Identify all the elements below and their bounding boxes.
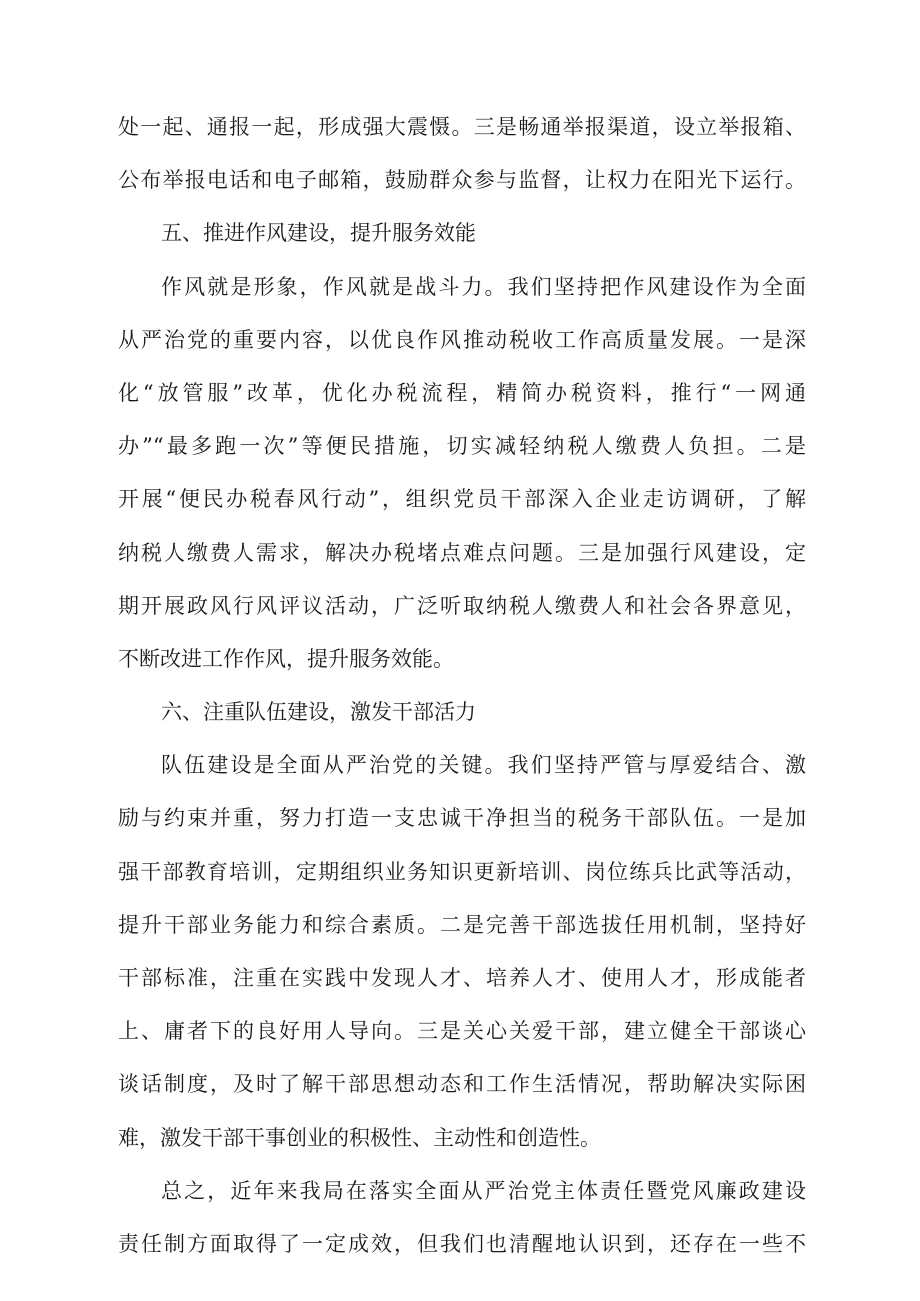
text-line: 开展“便民办税春风行动”，组织党员干部深入企业走访调研，了解 bbox=[118, 487, 806, 512]
text-line: 公布举报电话和电子邮箱，鼓励群众参与监督，让权力在阳光下运行。 bbox=[118, 168, 806, 193]
text-line: 纳税人缴费人需求，解决办税堵点难点问题。三是加强行风建设，定 bbox=[118, 540, 806, 565]
text-line: 化“放管服”改革，优化办税流程，精简办税资料，推行“一网通 bbox=[118, 380, 806, 405]
paragraph-work-style bbox=[118, 261, 806, 687]
text-line: 总之，近年来我局在落实全面从严治党主体责任暨党风廉政建设 bbox=[161, 1178, 806, 1203]
text-line: 不断改进工作作风，提升服务效能。 bbox=[118, 646, 454, 671]
text-line: 上、庸者下的良好用人导向。三是关心关爱干部，建立健全干部谈心 bbox=[118, 1019, 806, 1044]
text-line: 强干部教育培训，定期组织业务知识更新培训、岗位练兵比武等活动， bbox=[118, 859, 806, 884]
document-page bbox=[118, 101, 806, 1271]
text-line: 励与约束并重，努力打造一支忠诚干净担当的税务干部队伍。一是加 bbox=[118, 806, 806, 831]
text-line: 干部标准，注重在实践中发现人才、培养人才、使用人才，形成能者 bbox=[118, 966, 806, 990]
text-line: 从严治党的重要内容，以优良作风推动税收工作高质量发展。一是深 bbox=[118, 327, 806, 352]
heading-text: 五、推进作风建设，提升服务效能 bbox=[161, 221, 476, 246]
text-line: 提升干部业务能力和综合素质。二是完善干部选拔任用机制，坚持好 bbox=[118, 912, 806, 937]
text-line: 期开展政风行风评议活动，广泛听取纳税人缴费人和社会各界意见， bbox=[118, 593, 806, 618]
paragraph-summary bbox=[118, 1165, 806, 1271]
heading-text: 六、注重队伍建设，激发干部活力 bbox=[161, 700, 476, 725]
text-line: 作风就是形象，作风就是战斗力。我们坚持把作风建设作为全面 bbox=[161, 274, 806, 299]
text-line: 办”“最多跑一次”等便民措施，切实减轻纳税人缴费人负担。二是 bbox=[118, 434, 806, 459]
section-heading-6 bbox=[118, 686, 806, 739]
text-line: 责任制方面取得了一定成效，但我们也清醒地认识到，还存在一些不 bbox=[118, 1231, 806, 1256]
text-line: 队伍建设是全面从严治党的关键。我们坚持严管与厚爱结合、激 bbox=[161, 753, 806, 778]
text-line: 谈话制度，及时了解干部思想动态和工作生活情况，帮助解决实际困 bbox=[118, 1072, 806, 1097]
section-heading-5 bbox=[118, 207, 806, 260]
paragraph-team-building bbox=[118, 739, 806, 1165]
text-line: 处一起、通报一起，形成强大震慑。三是畅通举报渠道，设立举报箱、 bbox=[118, 115, 806, 139]
paragraph-continuation bbox=[118, 101, 806, 207]
text-line: 难，激发干部干事创业的积极性、主动性和创造性。 bbox=[118, 1125, 601, 1150]
